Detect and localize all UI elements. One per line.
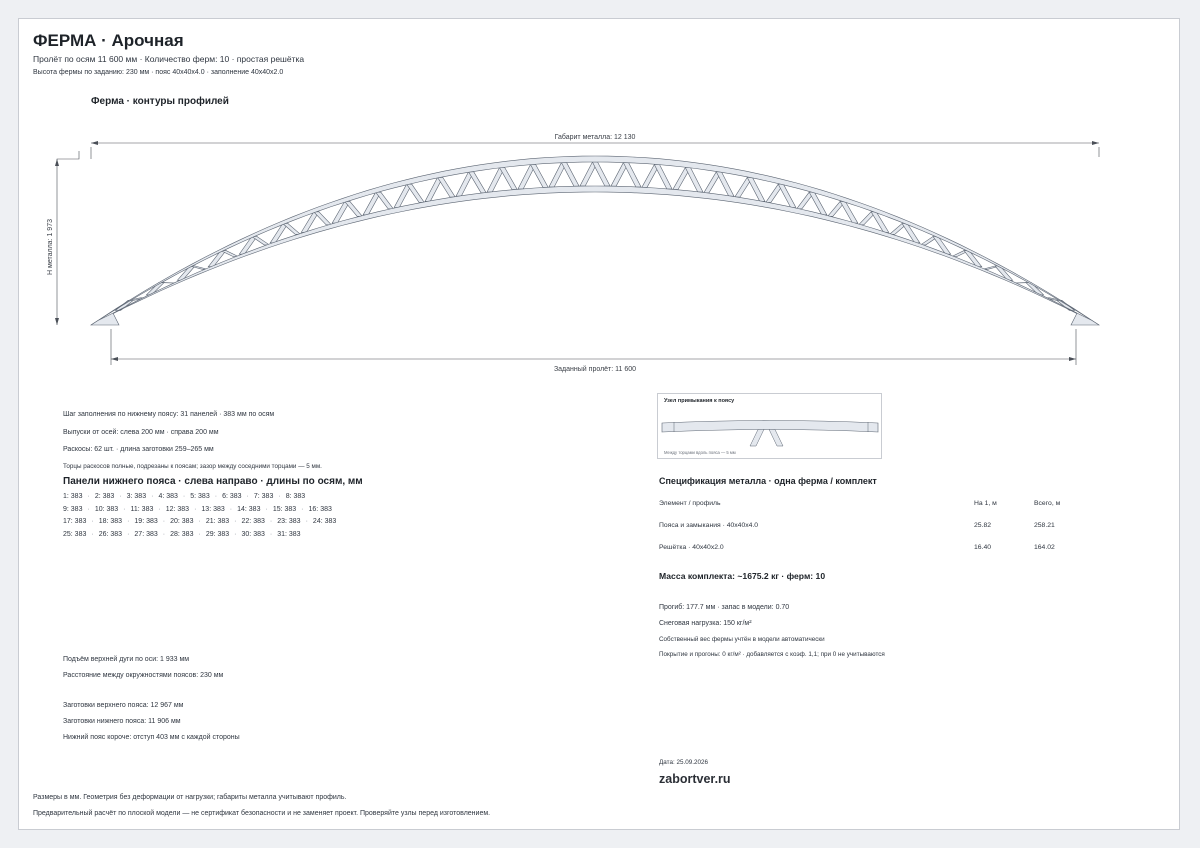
truss-brace <box>376 192 394 209</box>
panel-separator: · <box>229 505 233 513</box>
info-braces: Раскосы: 62 шт. · длина заготовки 259–265 мм <box>63 446 214 453</box>
panel-length: 19: 383 <box>134 518 158 525</box>
info-overhangs: Выпуски от осей: слева 200 мм · справа 200 мм <box>63 429 219 436</box>
spec-header-row <box>659 492 1074 514</box>
snow-load-note: Снеговая нагрузка: 150 кг/м² <box>659 620 752 627</box>
spec-cell: 258.21 <box>1034 521 1055 529</box>
note-bottom-blank: Заготовки нижнего пояса: 11 906 мм <box>63 718 181 725</box>
panel-separator: · <box>301 505 304 513</box>
panel-length: 14: 383 <box>237 505 261 513</box>
panel-length: 29: 383 <box>205 530 230 538</box>
note-arc-rise: Подъём верхней дуги по оси: 1 933 мм <box>63 656 190 663</box>
panel-separator: · <box>198 518 201 525</box>
panel-separator: · <box>127 518 130 525</box>
panel-length: 6: 383 <box>222 493 242 500</box>
truss-brace <box>438 177 456 197</box>
panel-length: 13: 383 <box>201 505 225 513</box>
panel-separator: · <box>305 518 308 525</box>
truss-brace <box>1057 301 1075 311</box>
dim-overall-label: Габарит металла: 12 130 <box>554 134 636 141</box>
truss-brace <box>685 168 703 193</box>
panel-separator: · <box>269 530 273 538</box>
panel-length: 9: 383 <box>63 505 83 513</box>
panel-length: 8: 383 <box>285 493 306 500</box>
truss-brace <box>716 172 734 196</box>
truss-brace <box>499 168 517 190</box>
panel-length: 7: 383 <box>253 493 274 500</box>
truss-top-chord <box>91 156 1099 325</box>
truss-brace <box>283 224 301 235</box>
panel-length: 22: 383 <box>241 518 265 525</box>
node-detail-caption: Между торцами вдоль пояса — 5 мм <box>664 450 736 455</box>
roofing-note: Покрытие и прогоны: 0 кг/м² · добавляется с коэф. 1,1; при 0 не учитываются <box>659 651 885 658</box>
panel-separator: · <box>182 493 186 500</box>
spec-col-per-truss: На 1, м <box>974 499 997 507</box>
section-title-truss: Ферма · контуры профилей <box>91 96 229 107</box>
panel-separator: · <box>87 493 90 500</box>
spec-col-total: Всего, м <box>1034 499 1061 507</box>
panel-separator: · <box>91 530 94 538</box>
spec-row-chords <box>659 514 1074 536</box>
kit-mass: Масса комплекта: ~1675.2 кг · ферм: 10 <box>659 571 826 581</box>
truss-brace <box>115 301 133 311</box>
panel-separator: · <box>234 518 237 525</box>
panel-length: 23: 383 <box>277 518 301 525</box>
footer-disclaimer: Предварительный расчёт по плоской модели — не сертификат безопасности и не заменяет проект. Проверяйте узлы перед изготовлением. <box>33 810 491 817</box>
truss-end-left <box>91 313 119 325</box>
panel-separator: · <box>162 518 166 525</box>
footer-note-dimensions: Размеры в мм. Геометрия без деформации от нагрузки; габариты металла учитывают профиль. <box>33 794 347 801</box>
dim-span <box>111 329 1076 373</box>
panel-length: 15: 383 <box>272 505 297 513</box>
panel-length: 5: 383 <box>190 493 210 500</box>
dim-overall <box>91 133 1099 159</box>
panel-length: 21: 383 <box>205 518 230 525</box>
panel-separator: · <box>246 493 249 500</box>
panel-length: 27: 383 <box>134 530 158 538</box>
panel-length: 20: 383 <box>170 518 194 525</box>
panel-length: 11: 383 <box>130 505 154 513</box>
panel-length: 26: 383 <box>98 530 123 538</box>
drawing-sheet <box>18 18 1180 830</box>
panel-length: 28: 383 <box>170 530 194 538</box>
panel-separator: · <box>158 505 161 513</box>
truss-brace <box>623 163 641 187</box>
subtitle-profiles: Высота фермы по заданию: 230 мм · пояс 40х40х4.0 · заполнение 40х40х2.0 <box>33 69 284 76</box>
panel-separator: · <box>87 505 90 513</box>
self-weight-note: Собственный вес фермы учтён в модели автоматически <box>659 636 825 643</box>
dim-height <box>47 151 79 325</box>
panels-title: Панели нижнего пояса · слева направо · длины по осям, мм <box>63 476 363 487</box>
panel-separator: · <box>127 530 130 538</box>
truss-brace <box>469 172 487 193</box>
truss-brace <box>407 184 425 202</box>
panel-separator: · <box>234 530 237 538</box>
truss-bottom-chord <box>113 186 1077 314</box>
panel-length: 31: 383 <box>277 530 301 538</box>
spec-cell: 16.40 <box>974 543 992 551</box>
spec-cell: 164.02 <box>1034 543 1055 551</box>
info-note: Торцы раскосов полные, подрезаны к поясам; зазор между соседними торцами — 5 мм. <box>63 463 322 470</box>
spec-table <box>659 492 1074 558</box>
note-top-blank: Заготовки верхнего пояса: 12 967 мм <box>63 702 184 709</box>
panel-length: 1: 383 <box>63 493 83 500</box>
panel-length: 3: 383 <box>126 493 147 500</box>
panel-length: 2: 383 <box>94 493 115 500</box>
panel-separator: · <box>123 505 126 513</box>
panel-length: 12: 383 <box>165 505 190 513</box>
panel-separator: · <box>151 493 154 500</box>
brand-logo-text[interactable]: zabortver.ru <box>659 772 731 786</box>
panel-length: 18: 383 <box>98 518 123 525</box>
note-bottom-shorter: Нижний пояс короче: отступ 403 мм с каждой стороны <box>63 734 240 741</box>
truss-end-right <box>1071 313 1099 325</box>
spec-cell: Пояса и замыкания · 40х40х4.0 <box>659 521 759 529</box>
panel-separator: · <box>194 505 197 513</box>
panel-separator: · <box>214 493 218 500</box>
panel-length: 24: 383 <box>312 518 337 525</box>
truss-brace <box>778 184 796 207</box>
spec-row-lattice <box>659 536 1074 558</box>
panel-length: 4: 383 <box>158 493 178 500</box>
panel-separator: · <box>91 518 94 525</box>
date: Дата: 25.09.2026 <box>659 759 708 766</box>
truss-brace <box>345 201 363 216</box>
panel-separator: · <box>278 493 281 500</box>
spec-col-element: Элемент / профиль <box>659 499 721 507</box>
note-chord-distance: Расстояние между окружностями поясов: 230 мм <box>63 672 224 679</box>
truss-brace <box>747 177 765 201</box>
truss-brace <box>530 165 548 188</box>
panel-length: 16: 383 <box>308 505 332 513</box>
dim-height-label: Н металла: 1 973 <box>47 219 54 275</box>
panel-separator: · <box>269 518 273 525</box>
panel-length: 17: 383 <box>63 518 87 525</box>
truss-brace <box>252 237 270 245</box>
truss-drawing <box>19 19 1181 379</box>
panel-length: 30: 383 <box>241 530 265 538</box>
truss-brace <box>654 165 672 190</box>
truss-brace <box>561 163 579 187</box>
truss-brace <box>314 212 332 225</box>
subtitle-parameters: Пролёт по осям 11 600 мм · Количество ферм: 10 · простая решётка <box>33 54 305 64</box>
panels-list <box>63 491 483 541</box>
info-panel-step: Шаг заполнения по нижнему поясу: 31 панелей · 383 мм по осям <box>63 411 275 418</box>
panel-separator: · <box>198 530 201 538</box>
panel-separator: · <box>265 505 268 513</box>
page-title: ФЕРМА · Арочная <box>33 31 184 50</box>
spec-cell: Решётка · 40х40х2.0 <box>659 543 724 551</box>
spec-cell: 25.82 <box>974 521 992 529</box>
truss-brace <box>592 162 610 186</box>
dim-span-label: Заданный пролёт: 11 600 <box>553 366 637 373</box>
truss-geometry <box>91 156 1099 325</box>
spec-title: Спецификация металла · одна ферма / комплект <box>659 476 877 486</box>
deflection-note: Прогиб: 177.7 мм · запас в модели: 0.70 <box>659 604 790 611</box>
panel-length: 25: 383 <box>63 530 87 538</box>
panel-separator: · <box>119 493 122 500</box>
panel-separator: · <box>162 530 166 538</box>
node-detail-title: Узел примыкания к поясу <box>664 398 735 404</box>
panel-length: 10: 383 <box>94 505 119 513</box>
node-detail <box>657 393 882 459</box>
